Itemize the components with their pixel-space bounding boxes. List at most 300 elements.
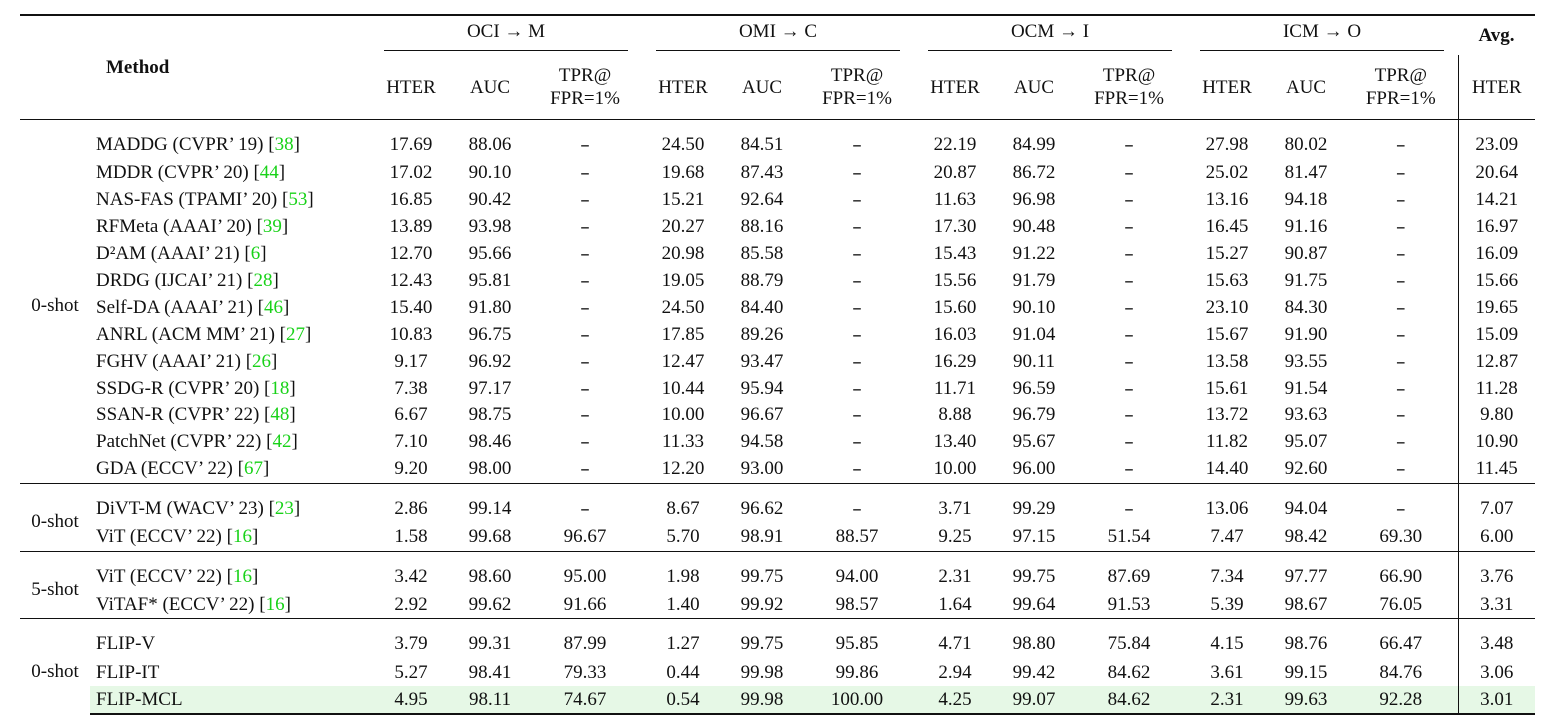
value-cell: 19.65 <box>1458 294 1535 321</box>
value-cell: – <box>1396 404 1406 427</box>
value-cell: 79.33 <box>563 661 607 683</box>
method-name: Self-DA (AAAI’ 21) [46] <box>96 296 290 318</box>
value-cell: 12.43 <box>389 270 433 291</box>
value-cell: – <box>852 162 862 185</box>
value-cell: 94.58 <box>740 431 784 453</box>
value-cell: 1.40 <box>666 594 700 616</box>
value-cell: 76.05 <box>1379 594 1423 616</box>
value-cell: – <box>1124 323 1134 346</box>
value-cell: 97.77 <box>1268 551 1344 592</box>
value-cell: – <box>1396 458 1406 481</box>
value-cell: – <box>1344 483 1458 524</box>
value-cell: 97.15 <box>1012 526 1056 548</box>
value-cell: 91.16 <box>1284 216 1328 238</box>
value-cell: 98.75 <box>468 404 512 426</box>
citation-link[interactable]: 39 <box>262 216 282 238</box>
value-cell: 98.42 <box>1284 526 1328 548</box>
value-cell: 99.14 <box>452 483 528 524</box>
table-row <box>20 456 1535 483</box>
value-cell: 10.44 <box>661 377 705 399</box>
value-cell: 88.16 <box>740 216 784 238</box>
value-cell: 99.98 <box>740 661 784 683</box>
value-cell: 96.62 <box>724 483 800 524</box>
method-name: MDDR (CVPR’ 20) [44] <box>96 162 286 184</box>
value-cell: 96.67 <box>740 404 784 426</box>
value-cell: 20.98 <box>661 243 705 265</box>
value-cell: 12.47 <box>661 350 705 372</box>
value-cell: 92.64 <box>740 189 784 211</box>
value-cell: 1.27 <box>642 619 724 660</box>
value-cell: 3.48 <box>1458 619 1535 660</box>
value-cell: 91.80 <box>468 296 512 318</box>
value-cell: 66.90 <box>1344 551 1458 592</box>
value-cell: 99.62 <box>468 594 512 616</box>
value-cell: 80.02 <box>1268 120 1344 161</box>
value-cell: 88.06 <box>452 120 528 161</box>
col-header-auc: AUC <box>1013 76 1055 98</box>
value-cell: 2.94 <box>938 661 972 683</box>
value-cell: – <box>1396 323 1406 346</box>
value-cell: 3.06 <box>1458 659 1535 686</box>
value-cell: 15.43 <box>933 243 977 265</box>
value-cell: – <box>852 350 862 373</box>
value-cell: 99.29 <box>996 483 1072 524</box>
value-cell: 16.29 <box>933 350 977 372</box>
value-cell: 95.67 <box>1012 431 1056 453</box>
table-row <box>20 402 1535 429</box>
value-cell: 99.31 <box>452 619 528 660</box>
citation-link[interactable]: 48 <box>270 404 290 426</box>
value-cell: 19.68 <box>661 162 705 184</box>
value-cell: 15.40 <box>389 296 433 318</box>
value-cell: 11.28 <box>1458 375 1535 402</box>
col-header-hter: HTER <box>930 76 980 98</box>
table-row <box>20 524 1535 551</box>
col-header-tpr: TPR@ FPR=1% <box>822 65 892 109</box>
value-cell: – <box>1124 377 1134 400</box>
group-header-icm-o: ICM → O <box>1186 15 1458 55</box>
value-cell: – <box>852 296 862 319</box>
value-cell: – <box>1124 162 1134 185</box>
value-cell: – <box>1396 270 1406 292</box>
value-cell: 96.92 <box>468 350 512 372</box>
value-cell: 91.75 <box>1284 270 1328 291</box>
col-header-tpr: TPR@ FPR=1% <box>1094 65 1164 109</box>
value-cell: 87.99 <box>528 619 642 660</box>
value-cell: 7.47 <box>1210 526 1244 548</box>
table-row <box>20 160 1535 187</box>
value-cell: 91.66 <box>563 594 607 616</box>
value-cell: 20.87 <box>933 162 977 184</box>
value-cell: 14.21 <box>1458 187 1535 214</box>
value-cell: 66.47 <box>1344 619 1458 660</box>
value-cell: 12.87 <box>1458 348 1535 375</box>
value-cell: 74.67 <box>528 686 642 714</box>
value-cell: 2.86 <box>370 483 452 524</box>
method-name: MADDG (CVPR’ 19) [38] <box>90 120 370 161</box>
value-cell: 88.57 <box>835 526 879 548</box>
value-cell: 86.72 <box>1012 162 1056 184</box>
col-header-hter: HTER <box>386 76 436 98</box>
value-cell: 25.02 <box>1205 162 1249 184</box>
value-cell: 91.04 <box>1012 323 1056 345</box>
table-row <box>20 659 1535 686</box>
value-cell: – <box>580 377 590 400</box>
value-cell: 98.91 <box>740 526 784 548</box>
value-cell: 90.10 <box>1012 296 1056 318</box>
value-cell: 1.98 <box>642 551 724 592</box>
value-cell: 11.82 <box>1205 431 1249 453</box>
method-header: Method <box>106 56 170 78</box>
citation-link[interactable]: 38 <box>274 134 294 155</box>
value-cell: 13.40 <box>933 431 977 453</box>
value-cell: 11.45 <box>1458 456 1535 483</box>
citation-link[interactable]: 42 <box>272 431 292 453</box>
value-cell: 99.92 <box>740 594 784 616</box>
value-cell: 99.64 <box>1012 594 1056 616</box>
method-name: RFMeta (AAAI’ 20) [39] <box>96 216 289 238</box>
table-row <box>20 483 1535 524</box>
value-cell: 0.44 <box>666 661 700 683</box>
value-cell: – <box>852 431 862 454</box>
value-cell: 98.76 <box>1268 619 1344 660</box>
value-cell: 98.00 <box>468 458 512 480</box>
value-cell: 90.48 <box>1012 216 1056 238</box>
group-header-omi-c: OMI → C <box>642 15 914 55</box>
value-cell: 10.83 <box>389 323 433 345</box>
value-cell: 96.67 <box>563 526 607 548</box>
results-table <box>20 14 1535 715</box>
citation-link[interactable]: 16 <box>232 526 252 548</box>
value-cell: 1.58 <box>394 526 428 548</box>
value-cell: 91.22 <box>1012 243 1056 265</box>
value-cell: 51.54 <box>1107 526 1151 548</box>
value-cell: – <box>1344 120 1458 161</box>
value-cell: 84.76 <box>1379 661 1423 683</box>
value-cell: 10.00 <box>661 404 705 426</box>
value-cell: 24.50 <box>661 296 705 318</box>
value-cell: 5.27 <box>394 661 428 683</box>
method-name: D²AM (AAAI’ 21) [6] <box>96 243 267 265</box>
value-cell: 6.67 <box>394 404 428 426</box>
value-cell: 84.40 <box>740 296 784 318</box>
method-name: FLIP-V <box>90 619 370 660</box>
value-cell: 99.63 <box>1268 686 1344 714</box>
value-cell: 15.61 <box>1205 377 1249 399</box>
citation-link[interactable]: 28 <box>253 270 273 291</box>
method-name: GDA (ECCV’ 22) [67] <box>96 458 270 480</box>
value-cell: – <box>1396 296 1406 319</box>
value-cell: – <box>1396 243 1406 266</box>
method-name: ANRL (ACM MM’ 21) [27] <box>96 323 312 345</box>
table-row <box>20 268 1535 295</box>
value-cell: – <box>852 377 862 400</box>
value-cell: 3.42 <box>370 551 452 592</box>
value-cell: 81.47 <box>1284 162 1328 184</box>
table-row <box>20 551 1535 592</box>
value-cell: – <box>1124 431 1134 454</box>
group-header-ocm-i: OCM → I <box>914 15 1186 55</box>
table-row <box>20 686 1535 714</box>
group-header-oci-m: OCI → M <box>370 15 642 55</box>
value-cell: 96.59 <box>1012 377 1056 399</box>
value-cell: 15.56 <box>933 270 977 291</box>
value-cell: 69.30 <box>1379 526 1423 548</box>
value-cell: – <box>800 483 914 524</box>
value-cell: – <box>852 458 862 481</box>
value-cell: 97.17 <box>468 377 512 399</box>
value-cell: 90.11 <box>1012 350 1056 372</box>
value-cell: 23.10 <box>1205 296 1249 318</box>
value-cell: 15.21 <box>661 189 705 211</box>
value-cell: 98.57 <box>835 594 879 616</box>
value-cell: 2.31 <box>914 551 996 592</box>
value-cell: 5.70 <box>666 526 700 548</box>
col-header-hter: HTER <box>1202 76 1252 98</box>
value-cell: 15.60 <box>933 296 977 318</box>
value-cell: – <box>1124 404 1134 427</box>
value-cell: 98.41 <box>468 661 512 683</box>
method-name: ViTAF* (ECCV’ 22) [16] <box>96 594 291 616</box>
value-cell: 17.30 <box>933 216 977 238</box>
value-cell: 4.95 <box>370 686 452 714</box>
value-cell: 99.15 <box>1284 661 1328 683</box>
value-cell: 4.71 <box>914 619 996 660</box>
value-cell: – <box>1124 243 1134 266</box>
value-cell: 9.25 <box>938 526 972 548</box>
value-cell: 12.20 <box>661 458 705 480</box>
value-cell: – <box>1124 458 1134 481</box>
value-cell: 9.17 <box>394 350 428 372</box>
value-cell: 9.80 <box>1458 402 1535 429</box>
value-cell: 95.07 <box>1284 431 1328 453</box>
value-cell: 98.60 <box>452 551 528 592</box>
value-cell: – <box>1072 120 1186 161</box>
col-header-avg-hter: HTER <box>1458 55 1535 120</box>
value-cell: 4.25 <box>914 686 996 714</box>
value-cell: 0.54 <box>642 686 724 714</box>
value-cell: – <box>528 120 642 161</box>
citation-link[interactable]: 44 <box>259 162 279 184</box>
citation-link[interactable]: 26 <box>252 350 272 372</box>
value-cell: – <box>852 189 862 212</box>
value-cell: 19.05 <box>661 270 705 291</box>
value-cell: 85.58 <box>740 243 784 265</box>
value-cell: 5.39 <box>1210 594 1244 616</box>
citation-link[interactable]: 16 <box>265 594 285 616</box>
value-cell: 84.62 <box>1107 661 1151 683</box>
value-cell: – <box>580 296 590 319</box>
value-cell: – <box>580 243 590 266</box>
value-cell: 10.90 <box>1458 429 1535 456</box>
value-cell: 96.98 <box>1012 189 1056 211</box>
value-cell: 94.00 <box>800 551 914 592</box>
value-cell: – <box>1396 350 1406 373</box>
value-cell: 99.68 <box>468 526 512 548</box>
value-cell: 7.38 <box>394 377 428 399</box>
table-row <box>20 294 1535 321</box>
value-cell: – <box>580 162 590 185</box>
value-cell: – <box>580 216 590 239</box>
table-row <box>20 120 1535 161</box>
col-header-auc: AUC <box>741 76 783 98</box>
value-cell: 95.81 <box>468 270 512 291</box>
value-cell: 1.64 <box>938 594 972 616</box>
citation-link[interactable]: 46 <box>263 296 283 318</box>
method-name: ViT (ECCV’ 22) [16] <box>90 551 370 592</box>
value-cell: 22.19 <box>914 120 996 161</box>
value-cell: 99.07 <box>996 686 1072 714</box>
value-cell: 99.75 <box>996 551 1072 592</box>
table-row <box>20 241 1535 268</box>
shot-label: 0-shot <box>20 483 90 551</box>
value-cell: 13.58 <box>1205 350 1249 372</box>
shot-label: 0-shot <box>20 120 90 484</box>
value-cell: 17.85 <box>661 323 705 345</box>
value-cell: 8.88 <box>938 404 972 426</box>
value-cell: – <box>580 189 590 212</box>
value-cell: – <box>1396 431 1406 454</box>
value-cell: 93.00 <box>740 458 784 480</box>
value-cell: – <box>580 270 590 292</box>
value-cell: 99.98 <box>724 686 800 714</box>
value-cell: – <box>852 243 862 266</box>
value-cell: – <box>1396 377 1406 400</box>
value-cell: 24.50 <box>642 120 724 161</box>
value-cell: 13.72 <box>1205 404 1249 426</box>
table-row <box>20 321 1535 348</box>
header-row-groups <box>20 15 1535 55</box>
value-cell: 17.69 <box>370 120 452 161</box>
method-name: SSAN-R (CVPR’ 22) [48] <box>96 404 296 426</box>
value-cell: 96.75 <box>468 323 512 345</box>
citation-link[interactable]: 18 <box>270 377 290 399</box>
value-cell: 13.06 <box>1186 483 1268 524</box>
citation-link[interactable]: 16 <box>232 565 252 587</box>
value-cell: 91.90 <box>1284 323 1328 345</box>
value-cell: 27.98 <box>1186 120 1268 161</box>
value-cell: 7.34 <box>1186 551 1268 592</box>
value-cell: 98.80 <box>996 619 1072 660</box>
value-cell: 100.00 <box>800 686 914 714</box>
value-cell: 15.66 <box>1458 268 1535 295</box>
col-header-tpr: TPR@ FPR=1% <box>1365 65 1436 109</box>
method-name: PatchNet (CVPR’ 22) [42] <box>96 431 298 453</box>
value-cell: 3.31 <box>1458 592 1535 619</box>
citation-link[interactable]: 27 <box>286 323 305 345</box>
value-cell: 90.42 <box>468 189 512 211</box>
value-cell: 99.75 <box>724 619 800 660</box>
value-cell: 84.30 <box>1284 296 1328 318</box>
method-name: DiVT-M (WACV’ 23) [23] <box>90 483 370 524</box>
value-cell: – <box>1124 189 1134 212</box>
citation-link[interactable]: 23 <box>274 497 294 519</box>
value-cell: 11.63 <box>933 189 977 211</box>
value-cell: 93.98 <box>468 216 512 238</box>
value-cell: 7.10 <box>394 431 428 453</box>
value-cell: 91.53 <box>1107 594 1151 616</box>
value-cell: 7.07 <box>1458 483 1535 524</box>
value-cell: 94.04 <box>1268 483 1344 524</box>
value-cell: 11.71 <box>933 377 977 399</box>
value-cell: 14.40 <box>1205 458 1249 480</box>
value-cell: 87.43 <box>740 162 784 184</box>
value-cell: – <box>1396 189 1406 212</box>
value-cell: 90.10 <box>468 162 512 184</box>
value-cell: 91.54 <box>1284 377 1328 399</box>
value-cell: 99.86 <box>835 661 879 683</box>
value-cell: 12.70 <box>389 243 433 265</box>
method-name: DRDG (IJCAI’ 21) [28] <box>96 270 279 291</box>
value-cell: 16.85 <box>389 189 433 211</box>
method-name: FGHV (AAAI’ 21) [26] <box>96 350 278 372</box>
value-cell: – <box>580 350 590 373</box>
method-name: NAS-FAS (TPAMI’ 20) [53] <box>96 189 314 211</box>
method-name: FLIP-IT <box>96 661 160 683</box>
table-row <box>20 429 1535 456</box>
value-cell: – <box>852 270 862 292</box>
value-cell: 2.31 <box>1186 686 1268 714</box>
value-cell: 16.97 <box>1458 214 1535 241</box>
shot-label: 0-shot <box>20 619 90 714</box>
value-cell: 95.85 <box>800 619 914 660</box>
value-cell: 8.67 <box>642 483 724 524</box>
value-cell: – <box>852 404 862 427</box>
value-cell: 91.79 <box>1012 270 1056 291</box>
citation-link[interactable]: 6 <box>250 243 261 265</box>
value-cell: 88.79 <box>740 270 784 291</box>
value-cell: 9.20 <box>394 458 428 480</box>
value-cell: 95.66 <box>468 243 512 265</box>
citation-link[interactable]: 67 <box>243 458 263 480</box>
value-cell: 92.28 <box>1344 686 1458 714</box>
value-cell: 6.00 <box>1458 524 1535 551</box>
value-cell: – <box>580 323 590 346</box>
value-cell: 13.89 <box>389 216 433 238</box>
value-cell: 16.45 <box>1205 216 1249 238</box>
value-cell: – <box>1124 350 1134 373</box>
col-header-tpr: TPR@ FPR=1% <box>550 65 620 109</box>
value-cell: 11.33 <box>661 431 705 453</box>
value-cell: 15.09 <box>1458 321 1535 348</box>
col-header-auc: AUC <box>469 76 511 98</box>
value-cell: 98.11 <box>452 686 528 714</box>
col-header-auc: AUC <box>1285 76 1327 98</box>
value-cell: 93.55 <box>1284 350 1328 372</box>
value-cell: 15.67 <box>1205 323 1249 345</box>
value-cell: 16.09 <box>1458 241 1535 268</box>
value-cell: 10.00 <box>933 458 977 480</box>
value-cell: 4.15 <box>1186 619 1268 660</box>
method-name: FLIP-MCL <box>90 686 370 714</box>
value-cell: – <box>1396 216 1406 239</box>
citation-link[interactable]: 53 <box>288 189 308 211</box>
value-cell: 99.42 <box>1012 661 1056 683</box>
value-cell: 84.99 <box>996 120 1072 161</box>
table-row <box>20 375 1535 402</box>
value-cell: 3.01 <box>1458 686 1535 714</box>
value-cell: 23.09 <box>1458 120 1535 161</box>
value-cell: – <box>580 431 590 454</box>
value-cell: 87.69 <box>1072 551 1186 592</box>
value-cell: 98.46 <box>468 431 512 453</box>
value-cell: 3.61 <box>1210 661 1244 683</box>
shot-label: 5-shot <box>20 551 90 619</box>
value-cell: 3.79 <box>370 619 452 660</box>
value-cell: 90.87 <box>1284 243 1328 265</box>
value-cell: 89.26 <box>740 323 784 345</box>
col-header-hter: HTER <box>658 76 708 98</box>
